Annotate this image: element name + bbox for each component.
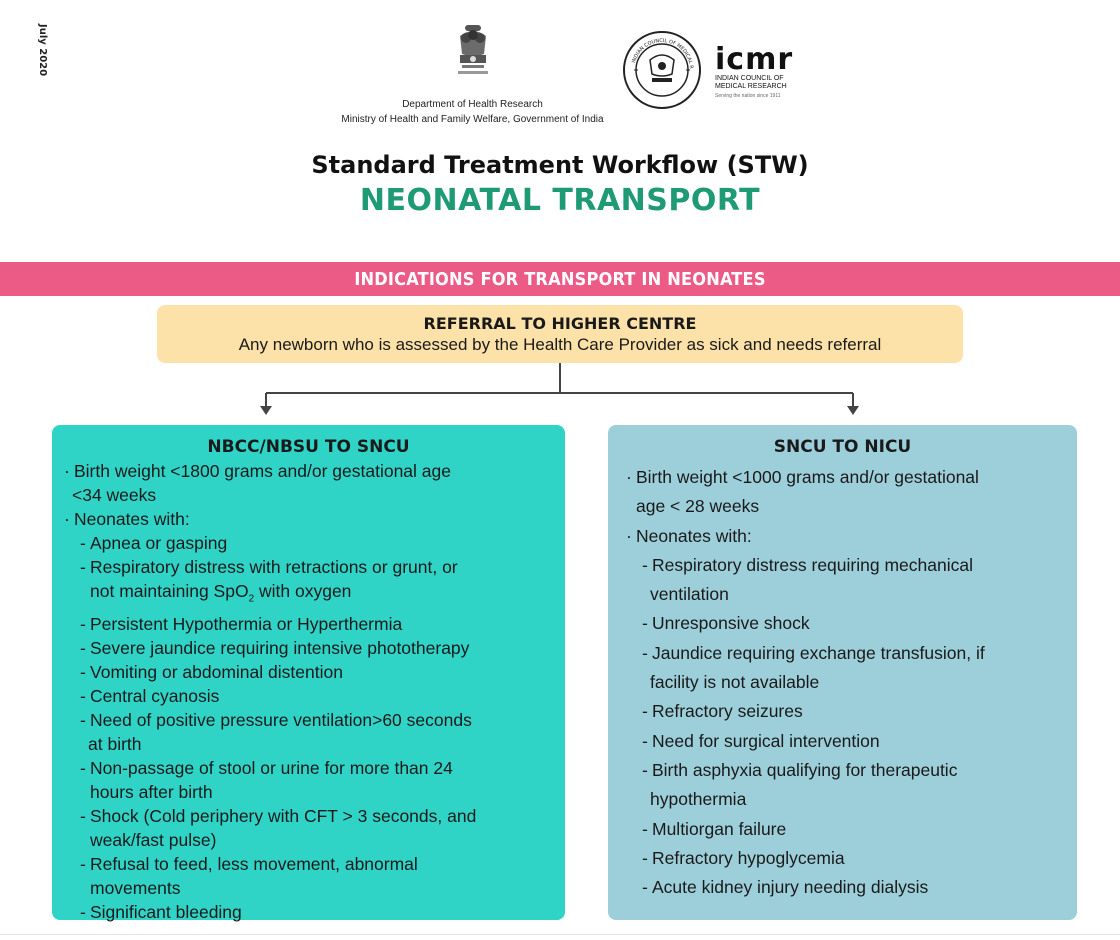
icmr-name-line1: INDIAN COUNCIL OF (715, 75, 784, 82)
list-item: - Jaundice requiring exchange transfusion, if (626, 639, 1063, 668)
nbcc-criteria-list (52, 459, 565, 924)
sncu-criteria-list (608, 463, 1077, 902)
section-banner (0, 262, 1120, 296)
list-item: movements (90, 877, 181, 898)
list-item: - Respiratory distress with retractions or grunt, or (64, 555, 551, 579)
list-item: - Non-passage of stool or urine for more than 24 (64, 756, 551, 780)
nbcc-to-sncu-box (52, 425, 565, 920)
list-item: · Birth weight <1800 grams and/or gestational age (64, 459, 551, 483)
list-item: - Need for surgical intervention (626, 727, 1063, 756)
nbcc-box-heading: NBCC/NBSU TO SNCU (207, 437, 410, 457)
list-item: - Refusal to feed, less movement, abnormal (64, 852, 551, 876)
page-title: Standard Treatment Workflow (STW) (311, 151, 809, 179)
date-stamp: July 2020 (37, 24, 48, 77)
list-item: - Significant bleeding (64, 900, 551, 924)
ministry-line: Ministry of Health and Family Welfare, Government of India (341, 114, 604, 125)
list-item: - Shock (Cold periphery with CFT > 3 seconds, and (64, 804, 551, 828)
referral-text: Any newborn who is assessed by the Health Care Provider as sick and needs referral (238, 335, 882, 354)
arrow-right-icon (847, 406, 859, 415)
referral-box (157, 305, 963, 363)
list-item: - Respiratory distress requiring mechanical (626, 551, 1063, 580)
section-banner-text: INDICATIONS FOR TRANSPORT IN NEONATES (354, 268, 766, 290)
list-item: - Unresponsive shock (626, 609, 1063, 638)
list-item: · Birth weight <1000 grams and/or gestational (626, 463, 1063, 492)
flow-connector (0, 360, 1120, 430)
icmr-tagline: Serving the nation since 1911 (715, 93, 781, 99)
arrow-left-icon (260, 406, 272, 415)
list-item: - Severe jaundice requiring intensive phototherapy (64, 636, 551, 660)
list-item: - Central cyanosis (64, 684, 551, 708)
icmr-seal-icon (622, 30, 702, 110)
list-item: - Vomiting or abdominal distention (64, 660, 551, 684)
list-item: - Refractory hypoglycemia (626, 844, 1063, 873)
list-item: hypothermia (650, 789, 747, 810)
list-item: at birth (88, 733, 142, 754)
list-item: <34 weeks (72, 485, 157, 505)
sncu-to-nicu-box (608, 425, 1077, 920)
list-item: - Multiorgan failure (626, 815, 1063, 844)
icmr-logo (715, 42, 795, 100)
list-item: - Apnea or gasping (64, 531, 551, 555)
icmr-name-line2: MEDICAL RESEARCH (715, 83, 787, 90)
list-item: - Refractory seizures (626, 697, 1063, 726)
list-item (64, 579, 551, 612)
sncu-box-heading: SNCU TO NICU (773, 437, 912, 457)
department-line: Department of Health Research (402, 99, 543, 110)
list-item: facility is not available (650, 672, 820, 693)
list-item: age < 28 weeks (636, 496, 760, 517)
list-item: hours after birth (90, 781, 213, 802)
seal-text: INDIAN COUNCIL OF MEDICAL R (631, 37, 695, 70)
spo2-text-end: with oxygen (254, 581, 352, 601)
department-text (300, 97, 645, 127)
referral-heading: REFERRAL TO HIGHER CENTRE (423, 314, 697, 333)
list-item: - Need of positive pressure ventilation>60 seconds (64, 708, 551, 732)
icmr-wordmark: icmr (715, 42, 794, 77)
spo2-text: not maintaining SpO (90, 581, 249, 601)
spo2-subscript: 2 (248, 593, 255, 605)
list-item: - Birth asphyxia qualifying for therapeutic (626, 756, 1063, 785)
list-item: weak/fast pulse) (90, 829, 217, 850)
list-item: ventilation (650, 584, 729, 605)
list-item: - Persistent Hypothermia or Hyperthermia (64, 612, 551, 636)
bottom-divider (0, 934, 1120, 935)
topic-title: NEONATAL TRANSPORT (359, 183, 761, 218)
national-emblem-icon (452, 22, 494, 82)
list-item: · Neonates with: (64, 507, 551, 531)
list-item: · Neonates with: (626, 522, 1063, 551)
list-item: - Acute kidney injury needing dialysis (626, 873, 1063, 902)
